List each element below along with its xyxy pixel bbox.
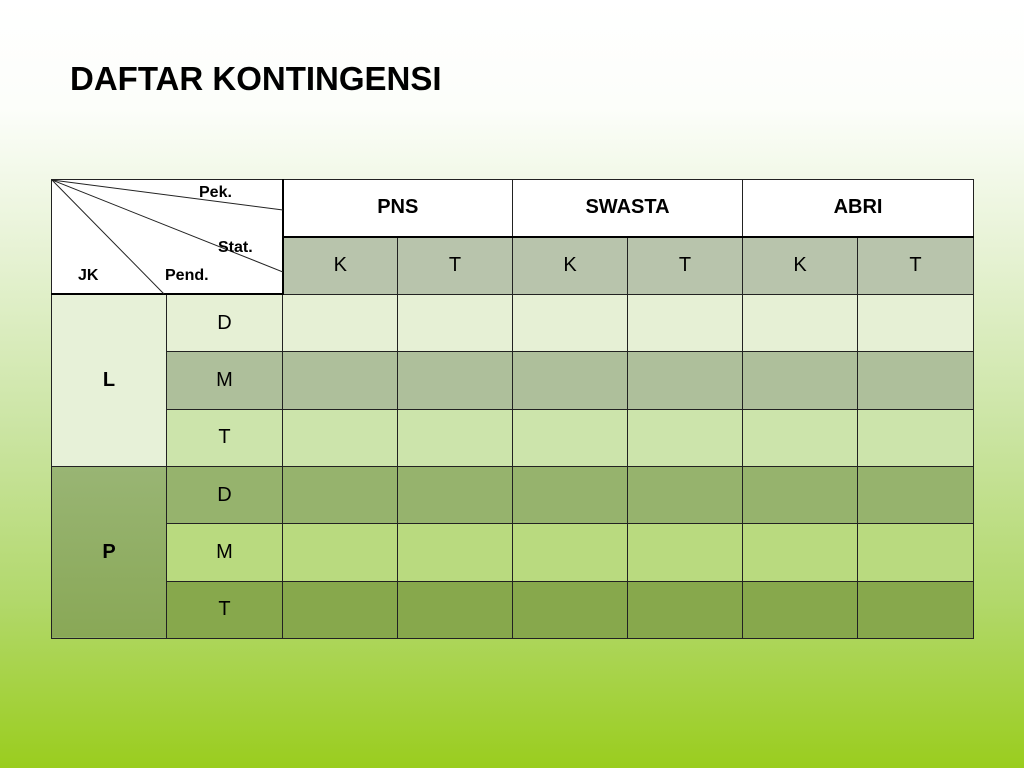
table-row <box>52 352 974 409</box>
table-row <box>52 581 974 638</box>
data-cell <box>628 524 743 581</box>
data-cell <box>513 581 628 638</box>
pek-label: Pek. <box>199 184 232 201</box>
data-cell <box>858 581 974 638</box>
pend-cell: T <box>167 581 283 638</box>
data-cell <box>743 524 858 581</box>
data-cell <box>858 352 974 409</box>
sub-header-t: T <box>628 237 743 294</box>
data-cell <box>398 409 513 466</box>
data-cell <box>398 466 513 523</box>
corner-header-cell <box>52 180 283 295</box>
data-cell <box>743 352 858 409</box>
table-row <box>52 524 974 581</box>
data-cell <box>398 352 513 409</box>
pend-label: Pend. <box>165 267 209 284</box>
data-cell <box>628 294 743 351</box>
data-cell <box>743 294 858 351</box>
jk-cell-p: P <box>52 466 167 638</box>
data-cell <box>398 524 513 581</box>
pend-cell: D <box>167 466 283 523</box>
table-row <box>52 466 974 523</box>
pend-cell: D <box>167 294 283 351</box>
sub-header-k: K <box>743 237 858 294</box>
column-header-pns: PNS <box>283 180 513 237</box>
data-cell <box>743 466 858 523</box>
data-cell <box>858 524 974 581</box>
data-cell <box>398 581 513 638</box>
sub-header-k: K <box>283 237 398 294</box>
column-header-abri: ABRI <box>743 180 974 237</box>
data-cell <box>628 409 743 466</box>
table-row <box>52 294 974 351</box>
data-cell <box>398 294 513 351</box>
data-cell <box>283 581 398 638</box>
pend-cell: M <box>167 352 283 409</box>
page-title: DAFTAR KONTINGENSI <box>70 60 442 97</box>
column-header-swasta: SWASTA <box>513 180 743 237</box>
data-cell <box>858 294 974 351</box>
sub-header-t: T <box>398 237 513 294</box>
data-cell <box>628 352 743 409</box>
stat-label: Stat. <box>218 239 253 256</box>
data-cell <box>513 352 628 409</box>
sub-header-k: K <box>513 237 628 294</box>
data-cell <box>628 466 743 523</box>
pend-cell: T <box>167 409 283 466</box>
data-cell <box>513 294 628 351</box>
data-cell <box>628 581 743 638</box>
sub-header-t: T <box>858 237 974 294</box>
data-cell <box>283 409 398 466</box>
data-cell <box>513 524 628 581</box>
data-cell <box>513 409 628 466</box>
data-cell <box>283 466 398 523</box>
contingency-table <box>51 179 974 639</box>
data-cell <box>743 581 858 638</box>
data-cell <box>858 409 974 466</box>
data-cell <box>858 466 974 523</box>
table-row <box>52 409 974 466</box>
pend-cell: M <box>167 524 283 581</box>
jk-label: JK <box>78 267 99 284</box>
jk-cell-l: L <box>52 294 167 466</box>
data-cell <box>513 466 628 523</box>
data-cell <box>743 409 858 466</box>
data-cell <box>283 294 398 351</box>
data-cell <box>283 524 398 581</box>
data-cell <box>283 352 398 409</box>
